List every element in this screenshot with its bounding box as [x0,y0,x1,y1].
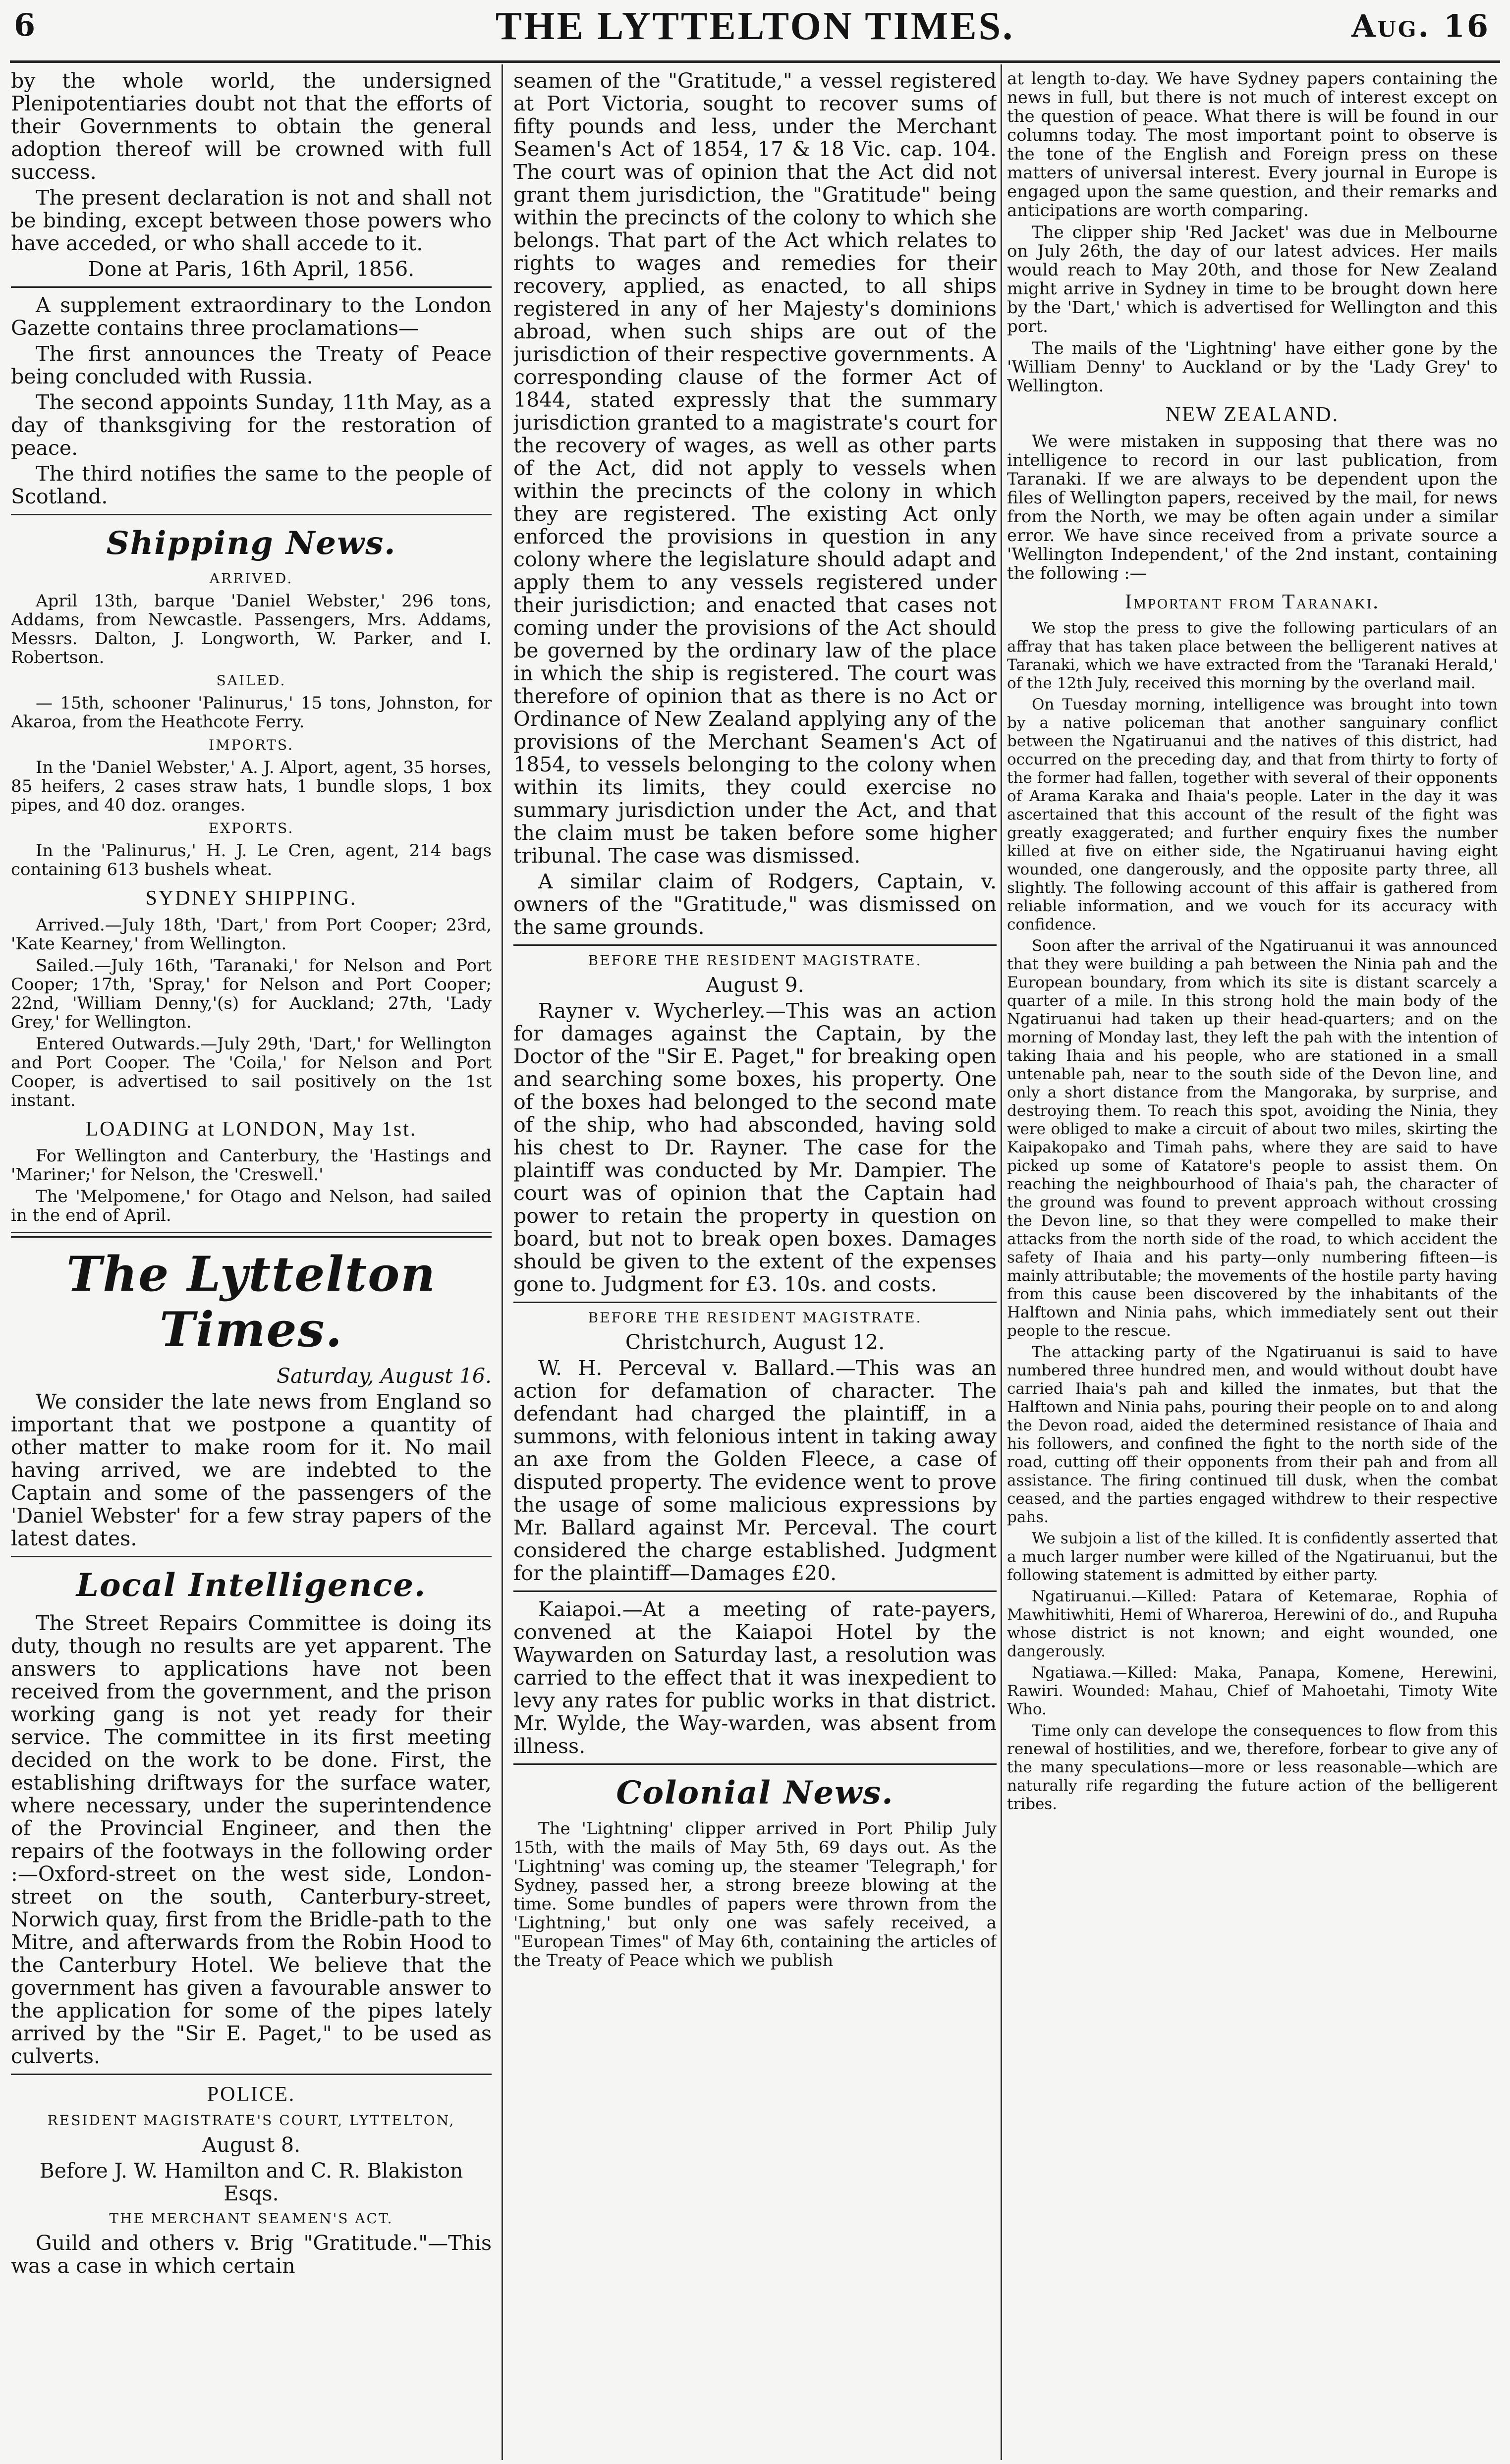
article-paragraph: We were mistaken in supposing that there was no intelligence to record in our last publication, from Taranaki. If we are always to be dependent upon the files of Wellington papers, received by the mail, for news from the North, we may be often again under a similar error. We have since received from a private source a 'Wellington Independent,' of the 2nd instant, containing the following :— [1007,432,1498,583]
shipping-entry: Arrived.—July 18th, 'Dart,' from Port Cooper; 23rd, 'Kate Kearney,' from Wellington. [11,915,492,954]
article-paragraph: The attacking party of the Ngatiruanui is said to have numbered three hundred men, and would without doubt have carried Ihaia's pah and killed the inmates, but that the Halftown and Ninia pahs, pouring their people on to and along the Devon road, aided the determined resistance of Ihaia and his followers, and confined the fight to the north side of the road, cutting off their opponents from their pah and from all assistance. The firing continued till dusk, when the combat ceased, and the parties engaged withdrew to their respective pahs. [1007,1343,1498,1526]
subheading: SAILED. [216,672,286,689]
article-paragraph: A supplement extraordinary to the London Gazette contains three proclamations— [11,293,492,340]
column-rule [502,64,503,2460]
court-date: August 8. [202,2133,301,2157]
divider [11,514,492,515]
shipping-entry: April 13th, barque 'Daniel Webster,' 296 tons, Addams, from Newcastle. Passengers, Mrs. Addams, Messrs. Dalton, J. Longworth, W. Parker, and I. Robertson. [11,591,492,667]
editorial-paragraph: We consider the late news from England so important that we postpone a quantity of other matter to make room for it. No mail having arrived, we are indebted to the Captain and some of the passengers of the 'Daniel Webster' for a few stray papers of the latest dates. [11,1390,492,1550]
article-paragraph: Done at Paris, 16th April, 1856. [88,257,415,281]
divider [513,944,997,946]
column-rule [1001,64,1002,2460]
court-heading: BEFORE THE RESIDENT MAGISTRATE. [588,952,922,969]
shipping-entry: Sailed.—July 16th, 'Taranaki,' for Nelson and Port Cooper; 17th, 'Spray,' for Nelson and Port Cooper; 22nd, 'William Denny,'(s) for Auckland; 27th, 'Lady Grey,' for Wellington. [11,956,492,1032]
article-paragraph: On Tuesday morning, intelligence was brought into town by a native policeman that another sanguinary conflict between the Ngatiruanui and the natives of this district, had occurred on the preceding day, and that from thirty to forty of the former had fallen, together with several of their opponents of Arama Karaka and Ihaia's people. Later in the day it was ascertained that this account of the result of the fight was greatly exaggerated; and further enquiry fixes the number killed at five on either side, the Ngatiruanui having eight wounded, one dangerously, and the opposite party three, all slightly. The following account of this affair is gathered from reliable information, and we vouch for its accuracy with confidence. [1007,696,1498,933]
case-paragraph: W. H. Perceval v. Ballard.—This was an action for defamation of character. The defendant had charged the plaintiff, in a summons, with felonious intent in taking away an axe from the Golden Fleece, a case of disputed property. The evidence went to prove the usage of some malicious expressions by Mr. Ballard against Mr. Perceval. The court considered the charge established. Judgment for the plaintiff—Damages £20. [513,1356,997,1585]
article-paragraph: Soon after the arrival of the Ngatiruanui it was announced that they were building a pah between the Ninia pah and the European boundary, from which its site is distant scarcely a quarter of a mile. In this strong hold the main body of the Ngatiruanui had taken up their head-quarters; and on the morning of Monday last, they left the pah with the intention of taking Ihaia and his people, who are stationed in a small untenable pah, near to the south side of the Devon line, and only a short distance from the Mangoraka, by surprise, and destroying them. To reach this spot, avoiding the Ninia, they were obliged to make a circuit of about two miles, skirting the Kaipakopako and Timah pahs, where they are said to have picked up some of Katatore's people to assist them. On reaching the neighbourhood of Ihaia's pah, the character of the ground was found to prevent approach without crossing the Devon line, so that they were compelled to make their attacks from the north side of the road, to which accident the safety of Ihaia and his party—only numbering fifteen—is mainly attributable; the movements of the hostile party having from this cause been discovered by the inhabitants of the Halftown and Ninia pahs, which immediately sent out their people to the rescue. [1007,937,1498,1340]
article-paragraph: by the whole world, the undersigned Plenipotentiaries doubt not that the efforts of their Governments to obtain the general adoption thereof will be crowned with full success. [11,69,492,184]
article-paragraph: The Street Repairs Committee is doing its duty, though no results are yet apparent. The answers to applications have not been received from the government, and the prison working gang is not yet ready for their service. The committee in its first meeting decided on the work to be done. First, the establishing driftways for the surface water, where necessary, under the superintendence of the Provincial Engineer, and then the repairs of the footways in the following order :—Oxford-street on the west side, London-street on the south, Canterbury-street, Norwich quay, first from the Bridle-path to the Mitre, and afterwards from the Robin Hood to the Canterbury Hotel. We believe that the government has given a favourable answer to the application for some of the pipes lately arrived by the "Sir E. Paget," to be used as culverts. [11,1611,492,2068]
article-paragraph: seamen of the "Gratitude," a vessel registered at Port Victoria, sought to recover sums of fifty pounds and less, under the Merchant Seamen's Act of 1854, 17 & 18 Vic. cap. 104. The court was of opinion that the Act did not grant them jurisdiction, the "Gratitude" being within the precincts of the colony to which she belongs. That part of the Act which relates to rights to wages and remedies for their recovery, applied, as enacted, to all ships registered in any of her Majesty's dominions abroad, when such ships are out of the jurisdiction of their respective governments. A corresponding clause of the former Act of 1844, stated expressly that the summary jurisdiction granted to a magistrate's court for the recovery of wages, as well as other parts of the Act, did not apply to vessels when within the precincts of the colony in which they are registered. The existing Act only enforced the provisions in question in any colony where the legislature should adapt and apply them to any vessels registered under their jurisdiction; and enacted that cases not coming under the provisions of the Act should be governed by the ordinary law of the place in which the ship is registered. The court was therefore of opinion that as there is no Act or Ordinance of New Zealand applying any of the provisions of the Merchant Seamen's Act of 1854, to vessels belonging to the colony when within its limits, they could exercise no summary jurisdiction under the Act, and that the claim must be taken before some higher tribunal. The case was dismissed. [513,69,997,868]
subheading: EXPORTS. [208,820,294,836]
divider [513,1763,997,1765]
divider [11,286,492,288]
shipping-entry: In the 'Palinurus,' H. J. Le Cren, agent, 214 bags containing 613 bushels wheat. [11,841,492,879]
article-paragraph: at length to-day. We have Sydney papers containing the news in full, but there is not much of interest except on the question of peace. What there is will be found in our columns today. The most important point to observe is the tone of the English and Foreign press on these matters of universal interest. Every journal in Europe is engaged upon the same question, and their remarks and anticipations are worth comparing. [1007,69,1498,220]
article-paragraph: The clipper ship 'Red Jacket' was due in Melbourne on July 26th, the day of our latest advices. Her mails would reach to May 20th, and those for New Zealand might arrive in Sydney in time to be brought down here by the 'Dart,' which is advertised for Wellington and this port. [1007,222,1498,336]
divider [513,1302,997,1303]
section-heading-local: Local Intelligence. [76,1567,427,1604]
article-paragraph: Kaiapoi.—At a meeting of rate-payers, convened at the Kaiapoi Hotel by the Waywarden on Saturday last, a resolution was carried to the effect that it was inexpedient to levy any rates for public works in that district. Mr. Wylde, the Way-warden, was absent from illness. [513,1597,997,1758]
article-paragraph: The 'Lightning' clipper arrived in Port Philip July 15th, with the mails of May 5th, 69 days out. As the 'Lightning' was coming up, the steamer 'Telegraph,' for Sydney, passed her, a strong breeze blowing at the time. Some bundles of papers were thrown from the 'Lightning,' but only one was safely received, a "European Times" of May 6th, containing the articles of the Treaty of Peace which we publish [513,1819,997,1971]
shipping-entry: — 15th, schooner 'Palinurus,' 15 tons, Johnston, for Akaroa, from the Heathcote Ferry. [11,693,492,732]
subheading-police: POLICE. [207,2083,296,2106]
case-paragraph: Guild and others v. Brig "Gratitude."—This was a case in which certain [11,2231,492,2278]
subheading: ARRIVED. [209,570,293,587]
article-paragraph: Ngatiruanui.—Killed: Patara of Ketemarae, Rophia of Mawhitiwhiti, Hemi of Whareroa, Herewini of do., and Rupuha whose district is not known; and eight wounded, one dangerously. [1007,1588,1498,1660]
editorial-masthead: The Lyttelton Times. [66,1246,436,1358]
masthead-rule [10,60,1500,63]
divider [11,1556,492,1557]
article-paragraph: A similar claim of Rodgers, Captain, v. owners of the "Gratitude," was dismissed on the same grounds. [513,870,997,939]
article-paragraph: The first announces the Treaty of Peace being concluded with Russia. [11,342,492,388]
subheading-loading: LOADING at LONDON, May 1st. [85,1118,417,1141]
newspaper-title: THE LYTTELTON TIMES. [495,4,1015,48]
section-heading-shipping: Shipping News. [106,525,396,562]
subheading: IMPORTS. [209,737,294,753]
article-paragraph: The mails of the 'Lightning' have either gone by the 'William Denny' to Auckland or by the 'Lady Grey' to Wellington. [1007,338,1498,396]
article-paragraph: We stop the press to give the following particulars of an affray that has taken place between the belligerent natives at Taranaki, which we have extracted from the 'Taranaki Herald,' of the 12th July, received this morning by the overland mail. [1007,619,1498,692]
act-heading: THE MERCHANT SEAMEN'S ACT. [109,2210,393,2227]
article-paragraph: The present declaration is not and shall not be binding, except between those powers who have acceded, or who shall accede to it. [11,186,492,255]
court-bench: Before J. W. Hamilton and C. R. Blakiston Esqs. [39,2159,463,2205]
divider [513,1590,997,1592]
subheading-sydney: SYDNEY SHIPPING. [145,887,357,910]
column-1 [11,69,492,2458]
subheading-taranaki: Important from Taranaki. [1125,591,1380,613]
article-paragraph: We subjoin a list of the killed. It is confidently asserted that a much larger number were killed of the Ngatiruanui, but the following statement is admitted by either party. [1007,1530,1498,1584]
shipping-entry: For Wellington and Canterbury, the 'Hastings and 'Mariner;' for Nelson, the 'Creswell.' [11,1146,492,1185]
issue-date: Aug. 16 [1351,8,1490,44]
article-paragraph: Ngatiawa.—Killed: Maka, Panapa, Komene, Herewini, Rawiri. Wounded: Mahau, Chief of Mahoetahi, Timoty Wite Who. [1007,1664,1498,1718]
column-3 [1007,69,1498,2458]
column-2 [513,69,997,2458]
divider [11,2074,492,2075]
case-paragraph: Rayner v. Wycherley.—This was an action for damages against the Captain, by the Doctor of the "Sir E. Paget," for breaking open and searching some boxes, his property. One of the boxes had belonged to the second mate of the ship, who had absconded, having sold his chest to Dr. Rayner. The case for the plaintiff was conducted by Mr. Dampier. The court was of opinion that the Captain had power to retain the property in question on board, but not to break open boxes. Damages should be given to the extent of the expenses gone to. Judgment for £3. 10s. and costs. [513,999,997,1296]
court-date: August 9. [706,973,804,997]
divider [11,1232,492,1238]
article-paragraph: The second appoints Sunday, 11th May, as a day of thanksgiving for the restoration of peace. [11,390,492,460]
court-heading: RESIDENT MAGISTRATE'S COURT, LYTTELTON, [47,2112,455,2129]
page-number: 6 [14,7,36,43]
article-paragraph: Time only can develope the consequences to flow from this renewal of hostilities, and we, therefore, forbear to give any of the many speculations—more or less reasonable—which are naturally rife regarding the future action of the belligerent tribes. [1007,1722,1498,1813]
masthead [0,0,1510,59]
court-heading: BEFORE THE RESIDENT MAGISTRATE. [588,1310,922,1326]
editorial-date: Saturday, August 16. [277,1364,492,1388]
section-heading-new-zealand: NEW ZEALAND. [1165,403,1340,426]
shipping-entry: In the 'Daniel Webster,' A. J. Alport, agent, 35 horses, 85 heifers, 2 cases straw hats, 1 bundle slops, 1 box pipes, and 40 doz. oranges. [11,758,492,815]
court-date: Christchurch, August 12. [625,1330,885,1354]
shipping-entry: Entered Outwards.—July 29th, 'Dart,' for Wellington and Port Cooper. The 'Coila,' for Nelson and Port Cooper, is advertised to sail positively on the 1st instant. [11,1034,492,1110]
shipping-entry: The 'Melpomene,' for Otago and Nelson, had sailed in the end of April. [11,1187,492,1225]
section-heading-colonial: Colonial News. [616,1774,894,1811]
article-paragraph: The third notifies the same to the people of Scotland. [11,462,492,508]
